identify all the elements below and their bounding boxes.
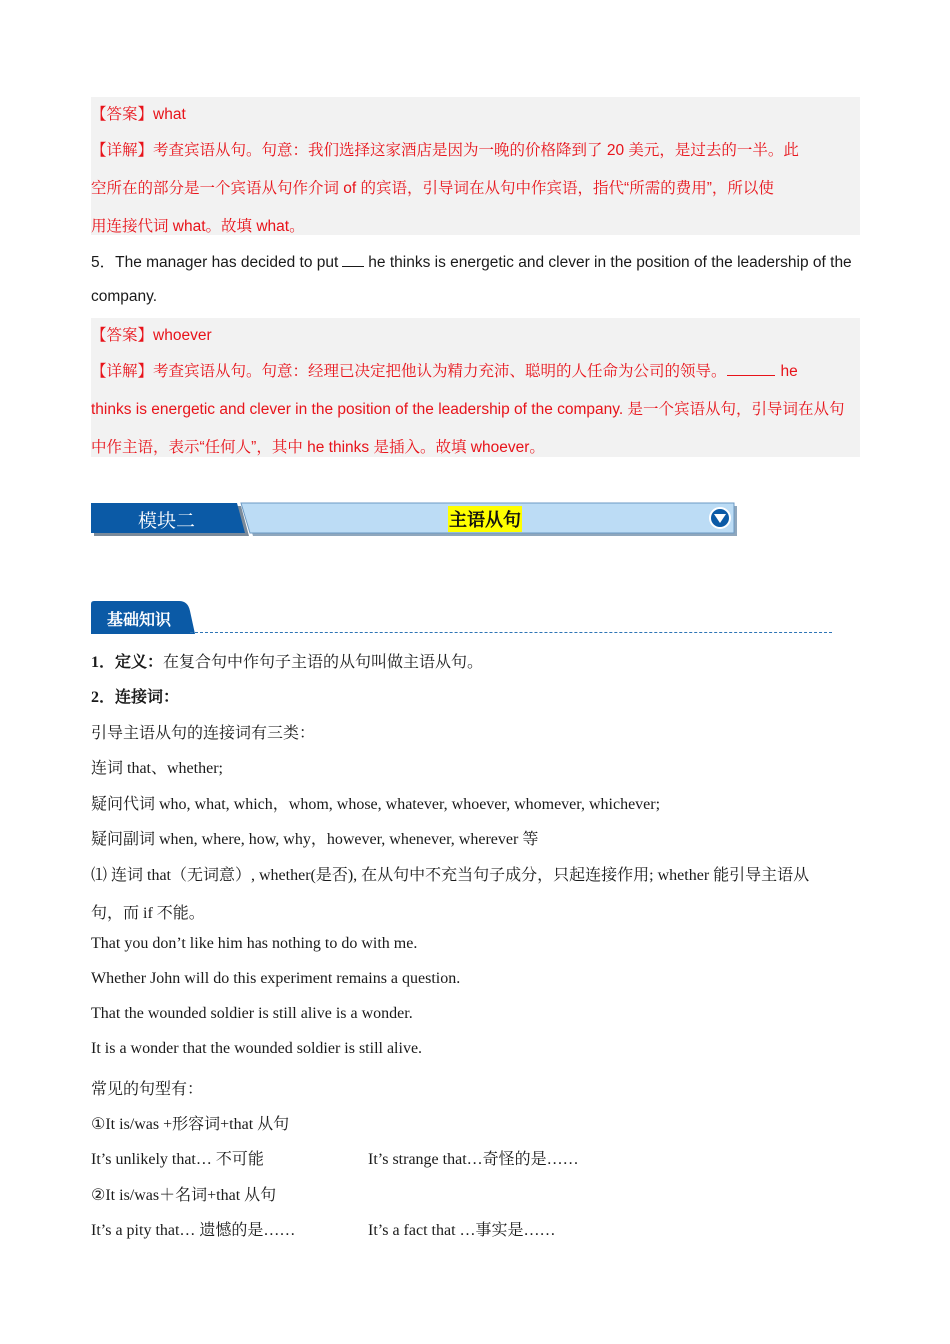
section-divider — [190, 632, 832, 633]
definition-text: 在复合句中作句子主语的从句叫做主语从句。 — [163, 654, 484, 671]
example-left: It’s unlikely that… 不可能 — [91, 1151, 264, 1168]
answer-value: whoever — [153, 327, 212, 344]
question-text: 5．The manager has decided to put — [91, 254, 339, 271]
definition-label: 1．定义： — [91, 654, 164, 671]
pattern-2-examples — [91, 1217, 295, 1240]
connectives-heading: 2．连接词： — [91, 689, 180, 706]
patterns-heading: 常见的句型有： — [91, 1081, 204, 1098]
q5-detail-line-1 — [91, 359, 798, 381]
body-line-4: 疑问副词 when, where, how, why，however, whenever, wherever 等 — [91, 831, 539, 848]
detail-text: 考查宾语从句。句意：我们选择这家酒店是因为一晚的价格降到了 20 美元，是过去的一半。此 — [153, 142, 799, 159]
q4-detail-line-2: 空所在的部分是一个宾语从句作介词 of 的宾语，引导词在从句中作宾语，指代“所需的费用”，所以使 — [91, 180, 774, 197]
q5-detail-line-3: 中作主语，表示“任何人”，其中 he thinks 是插入。故填 whoever。 — [91, 439, 545, 456]
answer-label: 【答案】 — [91, 106, 154, 123]
module-banner — [91, 502, 741, 538]
example-sentence-4: It is a wonder that the wounded soldier is still alive. — [91, 1040, 423, 1057]
body-line-3: 疑问代词 who, what, which，whom, whose, whatever, whoever, whomever, whichever; — [91, 796, 661, 813]
answer-value: what — [153, 106, 186, 123]
answer-blank — [342, 265, 364, 267]
detail-label: 【详解】 — [91, 363, 154, 380]
section-tag — [91, 601, 201, 633]
detail-text: he — [780, 363, 798, 380]
example-sentence-3: That the wounded soldier is still alive is a wonder. — [91, 1005, 413, 1022]
example-sentence-2: Whether John will do this experiment remains a question. — [91, 970, 461, 987]
pattern-1: ①It is/was +形容词+that 从句 — [91, 1116, 290, 1133]
pattern-1-examples — [91, 1146, 264, 1169]
body-line-6: 句，而 if 不能。 — [91, 905, 205, 922]
pattern-2: ②It is/was＋名词+that 从句 — [91, 1187, 277, 1204]
detail-text: 考查宾语从句。句意：经理已决定把他认为精力充沛、聪明的人任命为公司的领导。 — [153, 363, 727, 380]
q4-answer-line — [91, 102, 186, 124]
section-tag-label: 基础知识 — [107, 610, 172, 629]
q4-detail-line-1 — [91, 138, 799, 160]
module-title: 主语从句 — [448, 506, 522, 532]
q4-detail-line-3: 用连接代词 what。故填 what。 — [91, 218, 305, 235]
definition-line — [91, 649, 483, 672]
q5-question-line-1 — [91, 250, 852, 272]
pattern-2-example-right: It’s a fact that …事实是…… — [368, 1222, 556, 1239]
q5-question-line-2: company. — [91, 288, 158, 305]
answer-label: 【答案】 — [91, 327, 154, 344]
question-text: he thinks is energetic and clever in the position of the leadership of the — [368, 254, 852, 271]
module-label: 模块二 — [138, 510, 196, 532]
body-line-5: ⑴ 连词 that（无词意）, whether(是否), 在从句中不充当句子成分，只起连接作用; whether 能引导主语从 — [91, 867, 810, 884]
body-line-2: 连词 that、whether; — [91, 760, 223, 777]
answer-blank — [727, 374, 775, 376]
q5-detail-line-2: thinks is energetic and clever in the position of the leadership of the company. 是一个宾语从句，引导词在从句 — [91, 401, 845, 418]
detail-label: 【详解】 — [91, 142, 154, 159]
pattern-1-example-right: It’s strange that…奇怪的是…… — [368, 1151, 579, 1168]
example-sentence-1: That you don’t like him has nothing to do with me. — [91, 935, 418, 952]
body-line-1: 引导主语从句的连接词有三类： — [91, 725, 316, 742]
example-left: It’s a pity that… 遗憾的是…… — [91, 1222, 296, 1239]
q5-answer-line — [91, 323, 212, 345]
